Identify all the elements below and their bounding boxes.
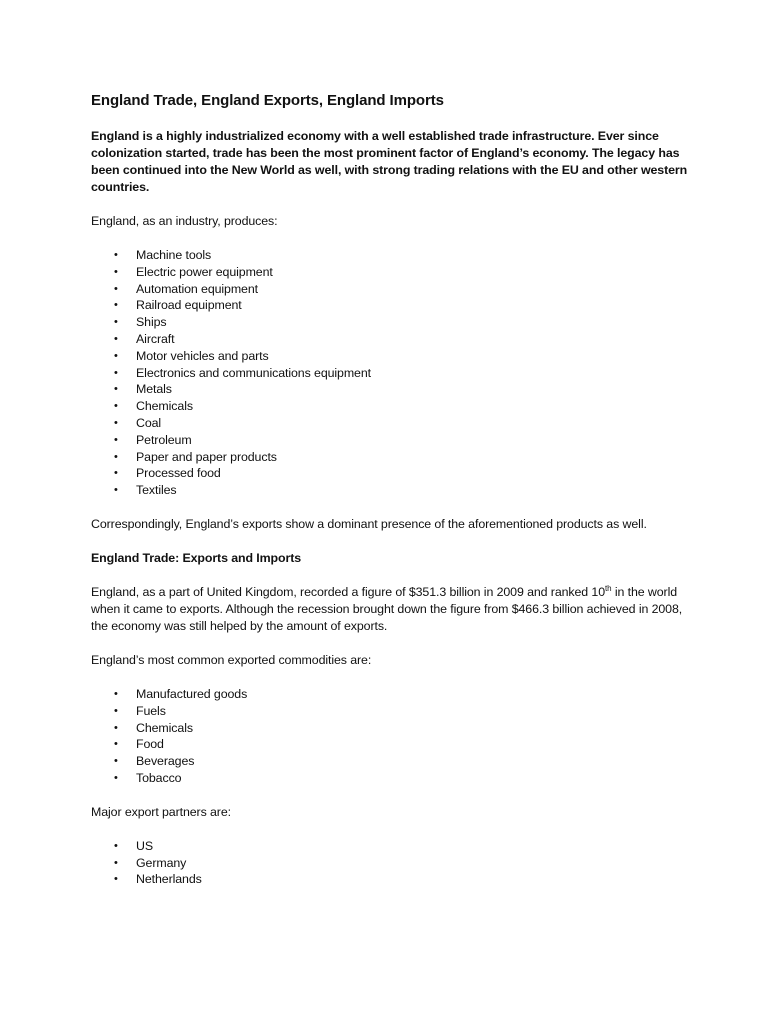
produces-list-item <box>91 247 691 264</box>
produces-list-item <box>91 482 691 499</box>
produces-list-item <box>91 314 691 331</box>
bullet-icon: • <box>114 282 118 295</box>
exports-paragraph <box>91 584 691 635</box>
bullet-icon: • <box>114 265 118 278</box>
produces-list-item <box>91 381 691 398</box>
section-subheading: England Trade: Exports and Imports <box>91 550 302 565</box>
produces-list-item <box>91 398 691 415</box>
produces-list-item-label: Metals <box>136 382 172 397</box>
bullet-icon: • <box>114 450 118 463</box>
produces-list-item-label: Textiles <box>136 483 177 498</box>
bullet-icon: • <box>114 249 118 261</box>
bullet-icon: • <box>114 433 118 446</box>
produces-list-item-label: Processed food <box>136 466 221 481</box>
produces-list-item <box>91 331 691 348</box>
bullet-icon: • <box>114 687 118 700</box>
produces-list-item-label: Automation equipment <box>136 281 258 296</box>
commodities-list-item-label: Food <box>136 737 164 752</box>
produces-list-item-label: Electric power equipment <box>136 264 273 279</box>
document-content <box>91 92 691 905</box>
produces-list-item <box>91 281 691 298</box>
produces-intro: England, as an industry, produces: <box>91 214 278 228</box>
bullet-icon: • <box>114 771 118 784</box>
produces-list-item-label: Coal <box>136 415 162 430</box>
produces-list-item-label: Aircraft <box>136 331 175 346</box>
bullet-icon: • <box>114 755 118 768</box>
produces-list-item <box>91 348 691 365</box>
bullet-icon: • <box>114 332 118 345</box>
partners-list-item <box>91 855 691 872</box>
bullet-icon: • <box>114 467 118 480</box>
commodities-list-item-label: Beverages <box>136 754 195 769</box>
bullet-icon: • <box>114 873 118 886</box>
produces-list-item-label: Motor vehicles and parts <box>136 348 269 363</box>
exports-text-part2: in the world when it came to exports. Although the recession brought down the figure from $466.3 billion achieved in 2008, the economy was still helped by the amount of exports. <box>91 584 683 633</box>
commodities-list-item-label: Fuels <box>136 703 166 718</box>
bullet-icon: • <box>114 299 118 312</box>
produces-list <box>91 247 691 499</box>
produces-list-item-label: Machine tools <box>136 248 212 262</box>
partners-list-item-label: Germany <box>136 855 187 870</box>
produces-list-item-label: Railroad equipment <box>136 298 242 313</box>
commodities-list-item-label: Chemicals <box>136 720 193 735</box>
produces-list-item-label: Chemicals <box>136 399 193 414</box>
bullet-icon: • <box>114 738 118 751</box>
commodities-list-item <box>91 770 691 787</box>
bullet-icon: • <box>114 366 118 379</box>
produces-list-item-label: Electronics and communications equipment <box>136 365 371 380</box>
partners-list <box>91 838 691 888</box>
produces-list-item <box>91 415 691 432</box>
commodities-list-item <box>91 736 691 753</box>
bullet-icon: • <box>114 704 118 717</box>
commodities-list-item-label: Manufactured goods <box>136 686 248 701</box>
produces-list-item <box>91 465 691 482</box>
commodities-list-item <box>91 753 691 770</box>
bullet-icon: • <box>114 856 118 869</box>
partners-list-item-label: US <box>136 838 154 853</box>
produces-list-item <box>91 264 691 281</box>
correspondingly-paragraph: Correspondingly, England’s exports show a dominant presence of the aforementioned products as well. <box>91 516 647 531</box>
bullet-icon: • <box>114 721 118 734</box>
document-title: England Trade, England Exports, England Imports <box>91 92 444 109</box>
produces-list-item <box>91 449 691 466</box>
intro-paragraph: England is a highly industrialized economy with a well established trade infrastructure. Ever since colonization started, trade has been the most prominent factor of England’s economy. The legacy has been continued into the New World as well, with strong trading relations with the EU and other western countries. <box>91 129 688 194</box>
bullet-icon: • <box>114 349 118 362</box>
bullet-icon: • <box>114 316 118 329</box>
produces-list-item-label: Petroleum <box>136 432 192 447</box>
produces-list-item <box>91 365 691 382</box>
bullet-icon: • <box>114 839 118 852</box>
produces-list-item-label: Ships <box>136 315 167 330</box>
bullet-icon: • <box>114 416 118 429</box>
ordinal-suffix: th <box>605 583 612 593</box>
partners-list-item <box>91 838 691 855</box>
produces-list-item <box>91 432 691 449</box>
commodities-list <box>91 686 691 787</box>
commodities-intro: England’s most common exported commodities are: <box>91 652 372 667</box>
commodities-list-item-label: Tobacco <box>136 770 182 785</box>
bullet-icon: • <box>114 400 118 413</box>
exports-text-part1: England, as a part of United Kingdom, recorded a figure of $351.3 billion in 2009 and ranked 10 <box>91 584 606 599</box>
commodities-list-item <box>91 720 691 737</box>
bullet-icon: • <box>114 383 118 396</box>
partners-list-item-label: Netherlands <box>136 872 202 887</box>
produces-list-item <box>91 297 691 314</box>
commodities-list-item <box>91 686 691 703</box>
commodities-list-item <box>91 703 691 720</box>
produces-list-item-label: Paper and paper products <box>136 449 277 464</box>
partners-list-item <box>91 871 691 888</box>
partners-intro: Major export partners are: <box>91 804 231 819</box>
bullet-icon: • <box>114 484 118 497</box>
